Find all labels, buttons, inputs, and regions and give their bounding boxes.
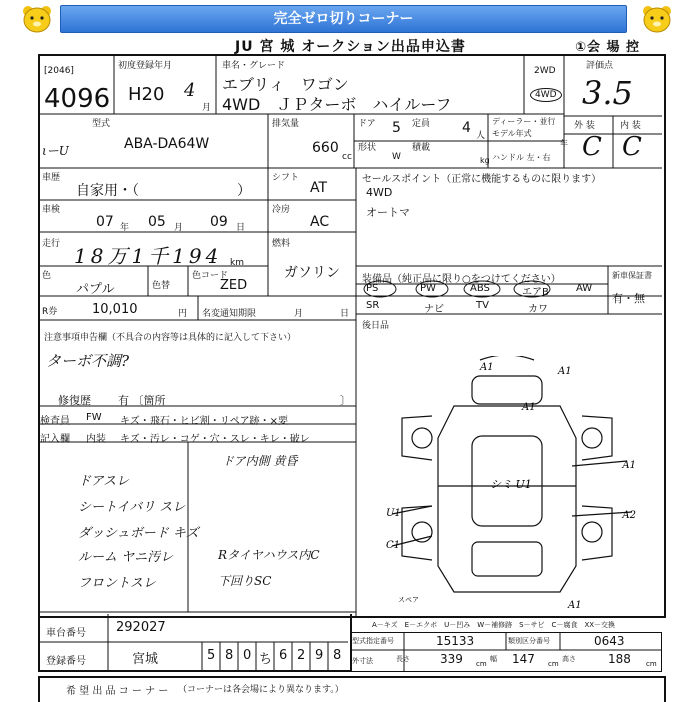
size-label: 外寸法	[352, 657, 373, 665]
banner-title: 完全ゼロ切りコーナー	[60, 5, 627, 33]
repair-value: 有 〔箇所	[118, 394, 166, 407]
doors-label: ドア	[358, 119, 376, 129]
inspector-row1: キズ・飛石・ヒビ割・リペア跡・×要	[120, 416, 288, 427]
equipment-circles	[360, 280, 580, 298]
diagram-mark-5: A1	[622, 460, 636, 471]
displacement-label: 排気量	[272, 119, 300, 129]
lot-small-no: [2046]	[44, 66, 74, 76]
diagram-mark-6: U1	[386, 508, 401, 519]
color-code-label: 色コード	[192, 271, 229, 281]
notice-month-unit: 月	[294, 309, 304, 319]
history-label: 車歴	[42, 173, 61, 183]
equip-tv: TV	[476, 300, 489, 311]
new-warranty-value: 有・無	[612, 292, 645, 305]
drive-2wd: 2WD	[534, 66, 556, 76]
plate-digit-8: 8	[333, 648, 342, 663]
equip-airbag: エアB	[522, 287, 549, 298]
diagram-mark-2: A1	[558, 366, 572, 377]
length-unit: cm	[476, 660, 487, 668]
insp-note-8: 下回りSC	[218, 574, 272, 588]
shift-label: シフト	[272, 173, 300, 183]
diagram-center-note: シミ U1	[490, 478, 532, 491]
shift-value: AT	[310, 180, 328, 196]
capacity-label: 定員	[412, 119, 431, 129]
handle-label: ハンドル 左・右	[492, 153, 551, 162]
int-label: 内 装	[620, 121, 641, 131]
registration-era-year: H20	[128, 84, 165, 105]
plate-digit-3: 0	[243, 648, 252, 663]
lot-number: 4096	[44, 84, 111, 114]
height-unit: cm	[646, 660, 657, 668]
sales-points-line2: オートマ	[366, 206, 410, 219]
type-value: 15133	[436, 634, 475, 648]
notice-label: 名変通知期限	[202, 309, 257, 319]
repair-label: 修復歴	[58, 394, 91, 407]
footer-label: 希 望 出 品 コ ー ナ ー	[66, 686, 169, 697]
diagram-mark-7: C1	[386, 540, 401, 551]
equip-sr: SR	[366, 300, 380, 311]
displacement-value: 660	[312, 140, 339, 156]
inspection-day: 09	[210, 214, 228, 230]
equip-aw: AW	[576, 283, 593, 294]
length-value: 339	[440, 652, 463, 666]
shape-value: W	[392, 152, 401, 162]
equipment-label: 装備品（純正品に限り○をつけてください）	[362, 274, 561, 285]
venue-label: ①会 場 控	[575, 40, 641, 55]
color-value: パプル	[76, 282, 115, 297]
auction-name: JU 宮 城 オークション出品申込書	[235, 39, 466, 55]
inspector-row1-head: FW	[86, 412, 102, 423]
plate-region: 宮城	[132, 652, 159, 667]
height-label: 高さ	[562, 655, 576, 663]
plate-digit-5: 6	[279, 648, 288, 663]
recycle-value: 10,010	[92, 302, 138, 317]
shape-label: 形状	[358, 143, 377, 153]
history-value: 自家用・（ ）	[76, 183, 251, 199]
dealer-label: ディーラー・並行	[492, 117, 556, 126]
diagram-legend: A－キズ E－エクボ U－凹み W－補修跡 S－サビ C－腐食 XX－交換	[372, 621, 616, 629]
drive-4wd: 4WD	[530, 88, 562, 102]
model-year-label: モデル年式	[492, 129, 532, 138]
aircon-label: 冷房	[272, 205, 291, 215]
color-sub-label: 色替	[152, 281, 171, 291]
inspection-label: 車検	[42, 205, 61, 215]
model-year-unit: 年	[560, 139, 568, 148]
inspector-label2: 記入欄	[40, 434, 70, 445]
inspector-label1: 検査員	[40, 416, 70, 427]
plate-digit-6: 2	[297, 648, 306, 663]
width-unit: cm	[548, 660, 559, 668]
inspection-month-unit: 月	[174, 223, 184, 233]
car-diagram	[372, 356, 642, 616]
inspection-year: 07	[96, 214, 114, 230]
color-label: 色	[42, 271, 52, 281]
inspection-month: 05	[148, 214, 166, 230]
aircon-value: AC	[310, 214, 330, 230]
ext-value: C	[582, 132, 602, 162]
plate-digit-4: ち	[259, 652, 273, 667]
registration-label: 初度登録年月	[118, 61, 173, 71]
width-value: 147	[512, 652, 535, 666]
notes-label: 注意事項申告欄（不具合の内容等は具体的に記入して下さい）	[44, 333, 297, 343]
mileage-label: 走行	[42, 239, 61, 249]
fuel-label: 燃料	[272, 239, 291, 249]
equip-ps: PS	[366, 283, 379, 294]
insp-note-1: ドア内側 黄昏	[222, 454, 298, 468]
diagram-mark-3: A1	[522, 402, 536, 413]
class-value: 0643	[594, 634, 625, 648]
sales-points-label: セールスポイント（正常に機能するものに限ります）	[362, 174, 602, 185]
new-warranty-label: 新車保証書	[612, 271, 652, 280]
equip-pw: PW	[420, 283, 436, 294]
score-label: 評価点	[586, 61, 614, 71]
car-name: エブリィ ワゴン	[222, 75, 349, 94]
car-grade: 4WD ＪＰターボ ハイルーフ	[222, 95, 452, 114]
plate-digit-2: 8	[225, 648, 234, 663]
chassis-value: 292027	[116, 620, 166, 635]
inspection-year-unit: 年	[120, 223, 130, 233]
width-label: 幅	[490, 655, 497, 663]
plate-label: 登録番号	[46, 656, 86, 667]
class-label: 類別区分番号	[508, 637, 550, 645]
displacement-unit: cc	[342, 152, 352, 162]
mileage-value: 18万1千194	[74, 244, 223, 268]
repair-close: 〕	[340, 394, 351, 407]
height-value: 188	[608, 652, 631, 666]
registration-month: 4	[184, 80, 196, 101]
bear-mascot-icon	[20, 4, 54, 34]
equip-leather: カワ	[528, 304, 548, 315]
diagram-mark-1: A1	[480, 362, 494, 373]
notice-day-unit: 日	[340, 309, 350, 319]
doors-value: 5	[392, 120, 401, 136]
type-label: 型式指定番号	[352, 637, 394, 645]
fuel-value: ガソリン	[284, 265, 340, 281]
insp-note-5: ルーム ヤニ汚レ	[78, 550, 174, 565]
model-value: ABA-DA64W	[124, 136, 210, 152]
bear-mascot-icon	[640, 4, 674, 34]
inspector-row2-head: 内装	[86, 434, 106, 445]
inspector-row2: キズ・汚レ・コゲ・穴・スレ・キレ・破レ	[120, 434, 310, 445]
recycle-unit: 円	[178, 309, 188, 319]
ext-label: 外 装	[574, 121, 595, 131]
inspection-day-unit: 日	[236, 223, 246, 233]
load-unit: kg	[480, 156, 490, 165]
car-label: 車名・グレード	[222, 61, 286, 71]
recycle-label: R券	[42, 307, 58, 317]
int-value: C	[622, 132, 642, 162]
footer-note: （コーナーは各会場により異なります。）	[178, 685, 344, 695]
diagram-mark-8: A1	[568, 600, 582, 611]
notes-handwritten: ターボ不調?	[46, 352, 130, 370]
banner	[0, 0, 700, 38]
insp-note-6: フロントスレ	[78, 576, 156, 591]
capacity-unit: 人	[476, 131, 486, 141]
diagram-mark-4: A2	[622, 510, 636, 521]
insp-note-2: ドアスレ	[78, 474, 130, 489]
plate-digit-7: 9	[315, 648, 324, 663]
sales-points-line1: 4WD	[366, 186, 393, 199]
insp-note-3: シートイバリ スレ	[78, 500, 186, 515]
model-note: ιーU	[42, 144, 69, 158]
insp-note-4: ダッシュボード キズ	[78, 526, 199, 541]
model-label: 型式	[92, 119, 111, 129]
score-value: 3.5	[582, 74, 633, 112]
length-label: 長さ	[396, 655, 410, 663]
equip-navi: ナビ	[424, 304, 444, 315]
chassis-label: 車台番号	[46, 628, 86, 639]
insp-note-7: Rタイヤハウス内C	[218, 548, 320, 562]
diagram-spare-label: スペア	[398, 596, 419, 604]
capacity-value: 4	[462, 120, 471, 136]
registration-month-unit: 月	[202, 103, 212, 113]
color-code: ZED	[220, 278, 248, 293]
retrofit-label: 後日品	[362, 321, 390, 331]
equip-abs: ABS	[470, 283, 490, 294]
load-label: 積載	[412, 143, 431, 153]
mileage-unit: km	[230, 258, 244, 268]
plate-digit-1: 5	[207, 648, 216, 663]
